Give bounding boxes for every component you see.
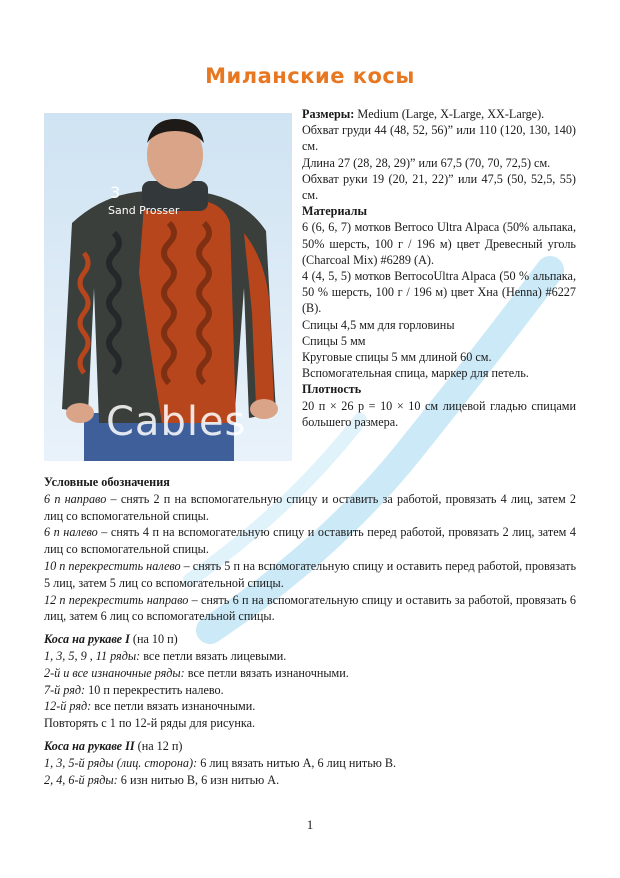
- row-text: 6 изн нитью В, 6 изн нитью А.: [117, 772, 280, 787]
- needles-neck: Спицы 4,5 мм для горловины: [302, 317, 455, 332]
- sleeve1-heading: Коса на рукаве I: [44, 632, 130, 647]
- row-text: все петли вязать изнаночными.: [184, 665, 349, 680]
- instructions: [44, 474, 576, 788]
- yarn-a: 6 (6, 6, 7) мотков Berroco Ultra Alpaca (50% альпака, 50% шерсть, 100 г / 196 м) цвет Древесный уголь (Charcoal Mix) #6289 (A).: [302, 220, 576, 267]
- notions: Вспомогательная спица, маркер для петель.: [302, 366, 529, 381]
- legend-term: 10 п перекрестить налево: [44, 558, 181, 573]
- sleeve1-repeat: Повторять с 1 по 12-й ряды для рисунка.: [44, 716, 256, 731]
- legend-term: 6 п направо: [44, 491, 107, 506]
- sleeve1-note: (на 10 п): [129, 632, 178, 647]
- legend-text: – снять 4 п на вспомогательную спицу и оставить перед работой, провязать 2 лиц, затем 4 лиц со вспомогательной спицы.: [44, 525, 576, 557]
- arm-line: Обхват руки 19 (20, 21, 22)” или 47,5 (50, 52,5, 55) см.: [302, 171, 576, 203]
- legend-term: 12 п перекрестить направо: [44, 592, 189, 607]
- sleeve2-heading-line: [44, 738, 576, 755]
- row-text: все петли вязать изнаночными.: [91, 699, 256, 714]
- sleeve1-row: [44, 648, 576, 665]
- legend-heading: Условные обозначения: [44, 475, 170, 489]
- row-term: 1, 3, 5, 9 , 11 ряды:: [44, 648, 141, 663]
- sleeve1-row: [44, 682, 576, 699]
- legend-item: [44, 558, 576, 592]
- sleeve1-row: [44, 698, 576, 715]
- materials-heading: Материалы: [302, 204, 368, 219]
- row-text: все петли вязать лицевыми.: [140, 648, 287, 663]
- cover-number: 3: [110, 183, 121, 202]
- row-term: 7-й ряд:: [44, 682, 86, 697]
- sleeve2-row: [44, 772, 576, 789]
- legend-term: 6 п налево: [44, 525, 98, 540]
- page-number: 1: [306, 817, 314, 832]
- sleeve2-note: (на 12 п): [134, 738, 183, 753]
- legend-item: [44, 491, 576, 525]
- gauge-text: 20 п × 26 р = 10 × 10 см лицевой гладью спицами большего размера.: [302, 398, 576, 429]
- sizes-label: Размеры:: [302, 107, 355, 121]
- legend-item: [44, 592, 576, 626]
- yarn-b: 4 (4, 5, 5) мотков BerrocoUltra Alpaca (50 % альпака, 50 % шерсть, 100 г / 196 м) цвет Хна (Henna) #6227 (B).: [302, 269, 576, 316]
- chest-line: Обхват груди 44 (48, 52, 56)” или 110 (120, 130, 140) см.: [302, 123, 576, 154]
- sleeve1-row: [44, 665, 576, 682]
- legend-item: [44, 524, 576, 558]
- sizes-line: [302, 106, 576, 122]
- cover-title: Cables: [106, 399, 247, 445]
- cover-photo: [44, 113, 292, 461]
- legend-text: – снять 2 п на вспомогательную спицу и оставить за работой, провязать 4 лиц, затем 2 лиц со вспомогательной спицы.: [44, 491, 576, 523]
- row-text: 10 п перекрестить налево.: [85, 682, 224, 697]
- legend-text: – снять 5 п на вспомогательную спицу и оставить перед работой, провязать 5 лиц, затем 5 лиц со вспомогательной спицы.: [44, 558, 576, 590]
- sizes-text: Medium (Large, X-Large, XX-Large).: [354, 107, 545, 121]
- needles-main: Спицы 5 мм: [302, 333, 366, 348]
- row-term: 12-й ряд:: [44, 699, 92, 714]
- row-term: 2-й и все изнаночные ряды:: [44, 665, 185, 680]
- gauge-heading: Плотность: [302, 382, 362, 397]
- specs-column: [302, 106, 576, 430]
- row-term: 1, 3, 5-й ряды (лиц. сторона):: [44, 755, 198, 770]
- page-title: Миланские косы: [205, 64, 415, 88]
- needles-circular: Круговые спицы 5 мм длиной 60 см.: [302, 350, 492, 365]
- length-line: Длина 27 (28, 28, 29)” или 67,5 (70, 70, 72,5) см.: [302, 155, 551, 170]
- sleeve1-heading-line: [44, 631, 576, 648]
- row-text: 6 лиц вязать нитью А, 6 лиц нитью В.: [197, 755, 397, 770]
- sleeve2-heading: Коса на рукаве II: [44, 738, 135, 753]
- sleeve2-row: [44, 755, 576, 772]
- cover-author: Sand Prosser: [108, 204, 180, 217]
- legend-text: – снять 6 п на вспомогательную спицу и оставить за работой, провязать 6 лиц, затем 6 лиц со вспомогательной спицы.: [44, 592, 576, 624]
- row-term: 2, 4, 6-й ряды:: [44, 772, 118, 787]
